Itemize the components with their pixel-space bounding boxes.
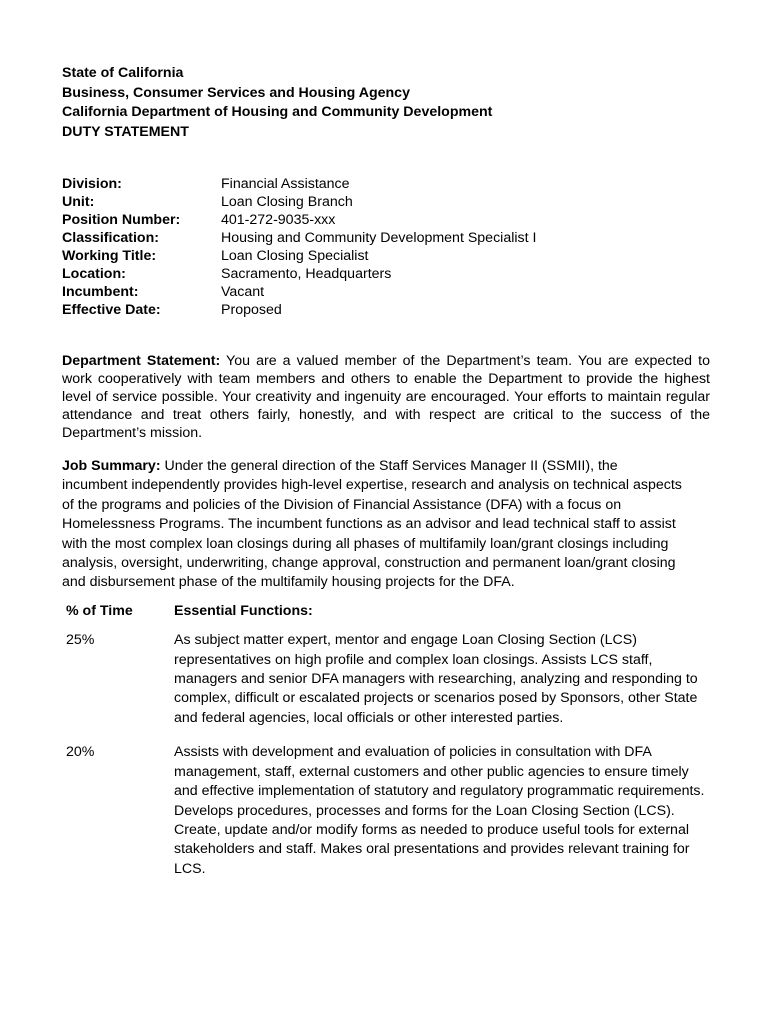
- field-division: [62, 175, 710, 193]
- functions-header: [62, 602, 710, 621]
- job-summary: [62, 457, 682, 593]
- field-location: [62, 265, 710, 283]
- function-item: [62, 743, 710, 879]
- field-effective-date: [62, 301, 710, 319]
- position-fields: [62, 175, 710, 319]
- field-value: Sacramento, Headquarters: [221, 266, 392, 282]
- duty-statement-page: [62, 64, 710, 879]
- percent-time-header: % of Time: [66, 602, 133, 619]
- department-statement: [62, 352, 710, 442]
- job-summary-text: Under the general direction of the Staff Services Manager II (SSMII), the incumbent independently provides high-level expertise, research and analysis on technical aspects of the programs and policies of the Division of Financial Assistance (DFA) with a focus on Homelessness Programs. The incumbent functions as an advisor and lead technical staff to assist with the most complex loan closings during all phases of multifamily loan/grant closings including analysis, oversight, underwriting, change approval, construction and permanent loan/grant closing and disbursement phase of the multifamily housing projects for the DFA.: [62, 458, 682, 591]
- field-label: Effective Date:: [62, 302, 161, 318]
- field-value: Loan Closing Branch: [221, 194, 353, 210]
- field-label: Incumbent:: [62, 284, 139, 300]
- department-statement-text: You are a valued member of the Department’s team. You are expected to work cooperatively with team members and others to enable the Department to provide the highest level of service possible. Your creativity and ingenuity are encouraged. Your efforts to maintain regular attendance and treat others fairly, honestly, and with respect are critical to the success of the Department’s mission.: [62, 353, 710, 441]
- field-label: Classification:: [62, 230, 159, 246]
- document-title: DUTY STATEMENT: [62, 123, 189, 140]
- field-value: Proposed: [221, 302, 282, 318]
- header-state: State of California: [62, 65, 184, 81]
- essential-functions-header: Essential Functions:: [174, 602, 313, 619]
- document-header: [62, 64, 710, 142]
- field-value: Financial Assistance: [221, 176, 350, 192]
- field-working-title: [62, 247, 710, 265]
- header-department: California Department of Housing and Community Development: [62, 104, 493, 120]
- field-label: Unit:: [62, 194, 95, 210]
- field-classification: [62, 229, 710, 247]
- job-summary-label: Job Summary:: [62, 458, 161, 474]
- function-description: As subject matter expert, mentor and engage Loan Closing Section (LCS) representatives on high profile and complex loan closings. Assists LCS staff, managers and senior DFA managers with researching, analyzing and responding to complex, difficult or escalated projects or scenarios posed by Sponsors, other State and federal agencies, local officials or other interested parties.: [174, 632, 698, 726]
- field-value: Vacant: [221, 284, 265, 300]
- field-value: Loan Closing Specialist: [221, 248, 369, 264]
- field-label: Working Title:: [62, 248, 157, 264]
- field-value: Housing and Community Development Specialist I: [221, 230, 537, 246]
- function-percent: 20%: [66, 744, 95, 761]
- field-label: Location:: [62, 266, 126, 282]
- department-statement-label: Department Statement:: [62, 353, 221, 369]
- header-agency: Business, Consumer Services and Housing Agency: [62, 84, 410, 101]
- field-value: 401-272-9035-xxx: [221, 212, 336, 228]
- field-position-number: [62, 211, 710, 229]
- field-unit: [62, 193, 710, 211]
- field-incumbent: [62, 283, 710, 301]
- function-item: [62, 631, 710, 728]
- field-label: Division:: [62, 176, 122, 192]
- field-label: Position Number:: [62, 212, 181, 228]
- function-description: Assists with development and evaluation of policies in consultation with DFA management, staff, external customers and other public agencies to ensure timely and effective implementation of statutory and regulatory programmatic requirements. Develops procedures, processes and forms for the Loan Closing Section (LCS). Create, update and/or modify forms as needed to produce useful tools for external stakeholders and staff. Makes oral presentations and provides relevant training for LCS.: [174, 744, 705, 877]
- function-percent: 25%: [66, 632, 95, 649]
